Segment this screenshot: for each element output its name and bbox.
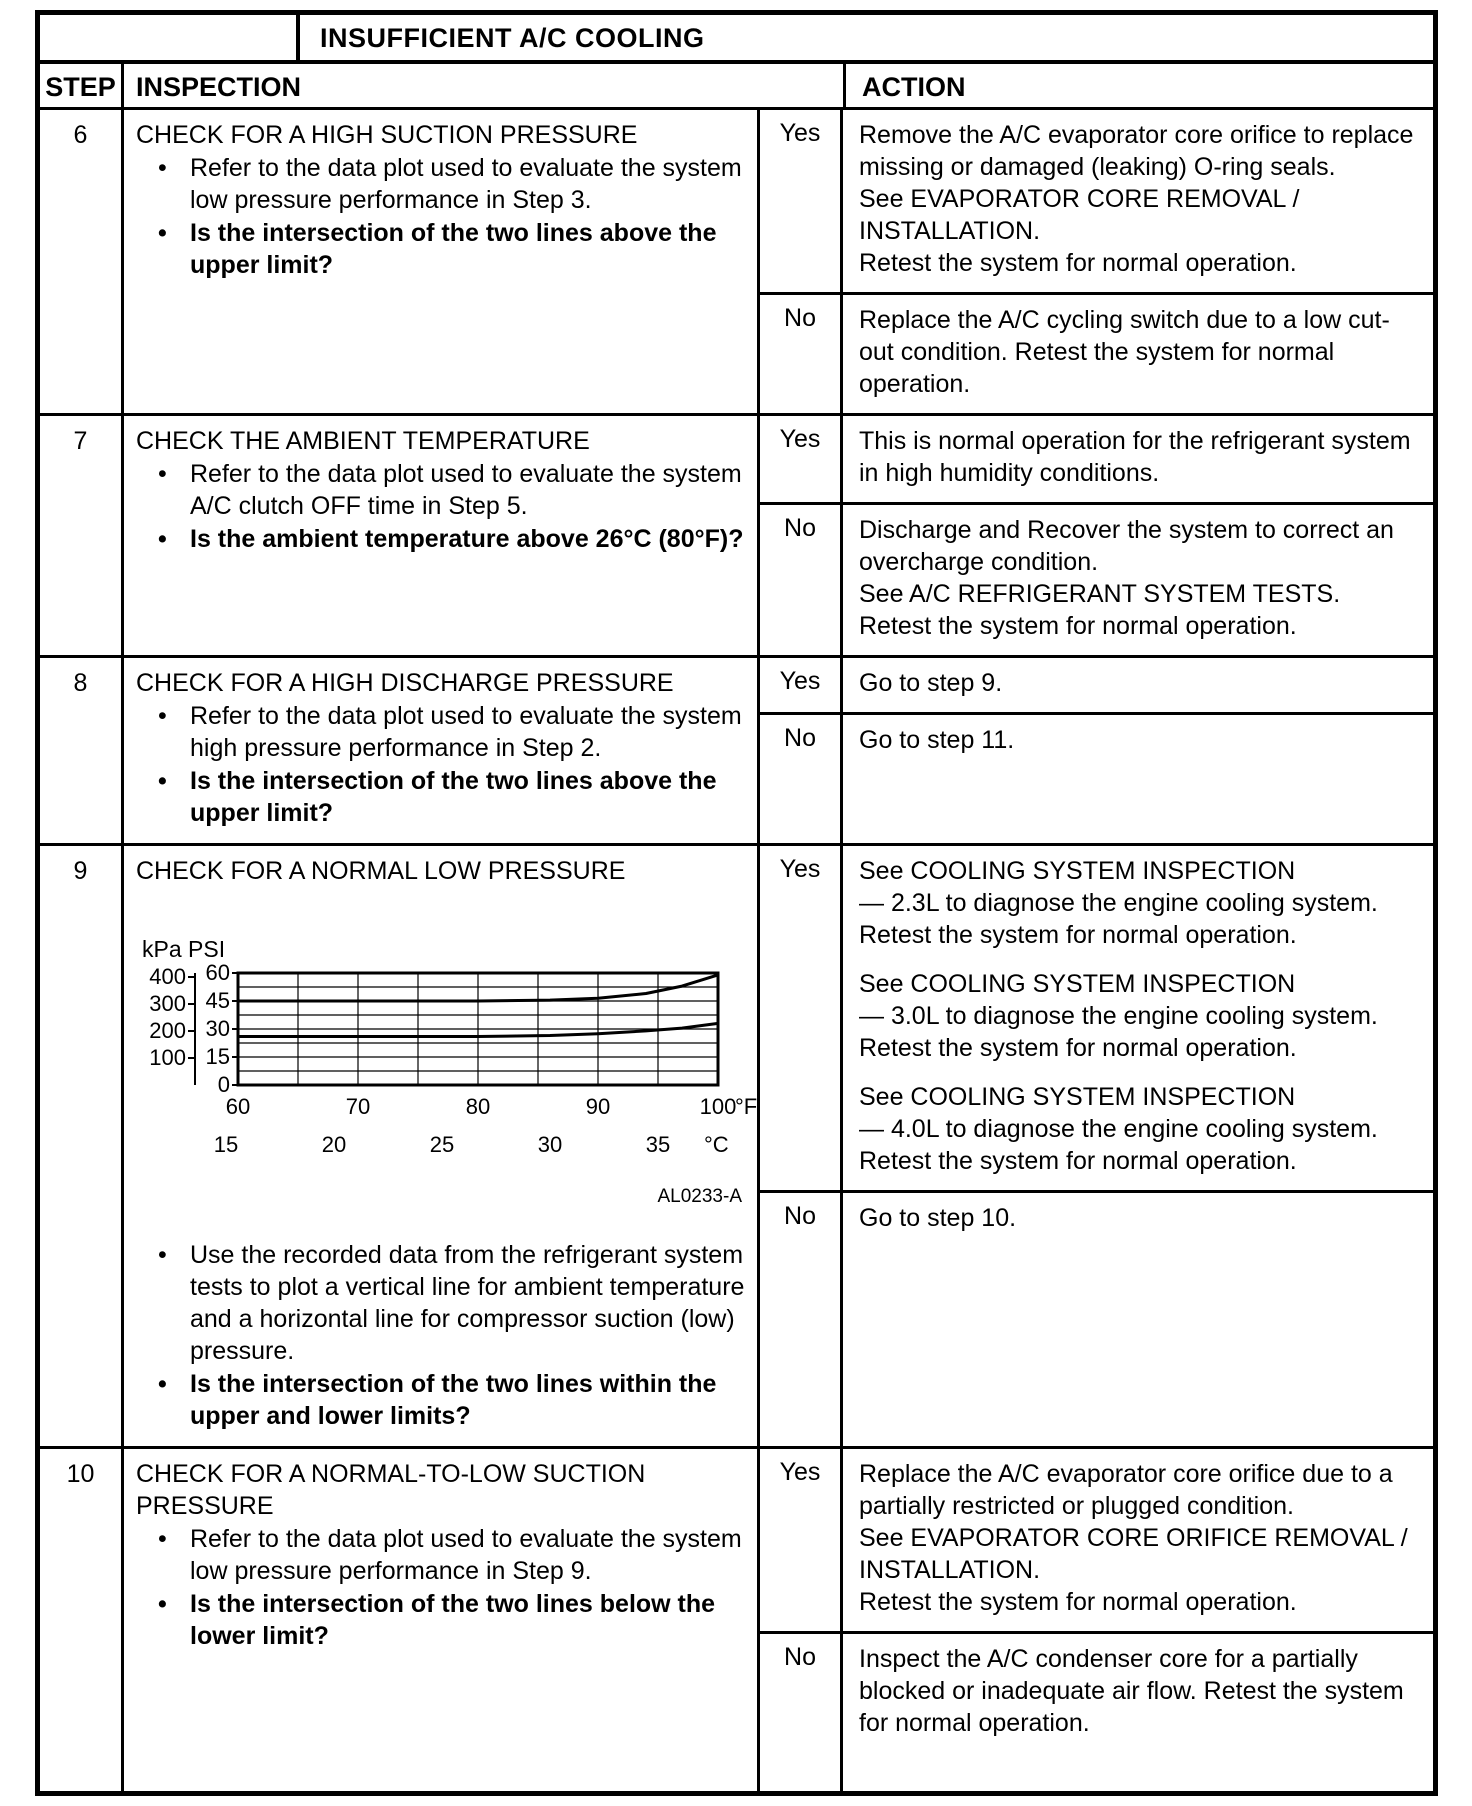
bullet-item-question xyxy=(136,1588,747,1652)
action-text: Inspect the A/C condenser core for a partially blocked or inadequate air flow. Retest the system for normal operation. xyxy=(859,1645,1404,1737)
inspection-cell xyxy=(124,846,760,1446)
table-header-row xyxy=(40,64,1433,110)
bullet-text: Is the intersection of the two lines below the lower limit? xyxy=(190,1590,716,1650)
outcome-row-no xyxy=(760,1193,1433,1446)
bullet-dot: • xyxy=(158,154,167,182)
step-number: 8 xyxy=(40,658,124,843)
bullet-text: Is the intersection of the two lines within the upper and lower limits? xyxy=(190,1370,717,1430)
insufficient-ac-cooling-table xyxy=(35,10,1438,1796)
plot-grid-svg xyxy=(238,973,718,1085)
outcome-row-yes xyxy=(760,658,1433,715)
yes-label: Yes xyxy=(760,1449,843,1631)
inspection-title: CHECK FOR A HIGH SUCTION PRESSURE xyxy=(136,121,638,149)
step-number: 6 xyxy=(40,110,124,413)
inspection-cell xyxy=(124,658,760,843)
step-number: 9 xyxy=(40,846,124,1446)
bullet-dot: • xyxy=(158,702,167,730)
yes-label: Yes xyxy=(760,110,843,292)
chart-plot-region xyxy=(140,960,758,1157)
bullet-text: Refer to the data plot used to evaluate the system high pressure performance in Step 2. xyxy=(190,702,742,762)
no-label: No xyxy=(760,715,843,843)
action-text: See COOLING SYSTEM INSPECTION — 2.3L to diagnose the engine cooling system. Retest the system for normal operation. See COOLING SYSTEM INSPECTION — 3.0L to diagnose the engine cooling system. Retest the system for normal operation. See COOLING SYSTEM INSPECTION — 4.0L to diagnose the engine cooling system. Retest the system for normal operation. xyxy=(859,857,1378,1175)
chart-y-axis-units-label: kPa PSI xyxy=(142,936,226,962)
bullet-item-question xyxy=(136,765,747,829)
step-row-8 xyxy=(40,658,1433,846)
bullet-text: Use the recorded data from the refrigerant system tests to plot a vertical line for ambient temperature and a horizontal line for compressor suction (low) pressure. xyxy=(190,1241,745,1365)
bullet-dot: • xyxy=(158,767,167,795)
figure-label: AL0233-A xyxy=(657,1186,742,1207)
bullet-dot: • xyxy=(158,1590,167,1618)
step-number: 10 xyxy=(40,1449,124,1791)
step-row-6 xyxy=(40,110,1433,416)
step-row-10 xyxy=(40,1449,1433,1791)
bullet-item-question xyxy=(136,1368,747,1432)
outcome-row-yes xyxy=(760,1449,1433,1634)
outcome-column xyxy=(760,110,1433,413)
x-axis-fahrenheit-labels: 60 70 80 90 100 °F xyxy=(225,1094,758,1119)
bullet-dot: • xyxy=(158,525,167,553)
steps-body xyxy=(40,110,1433,1791)
pressure-temperature-chart xyxy=(140,933,758,1213)
table-title-row xyxy=(40,15,1433,64)
header-inspection: INSPECTION xyxy=(124,64,846,107)
no-label: No xyxy=(760,1634,843,1791)
action-text: Go to step 10. xyxy=(859,1204,1017,1232)
outcome-row-yes xyxy=(760,416,1433,505)
bullet-text: Refer to the data plot used to evaluate the system A/C clutch OFF time in Step 5. xyxy=(190,460,742,520)
bullet-dot: • xyxy=(158,219,167,247)
inspection-title: CHECK FOR A NORMAL LOW PRESSURE xyxy=(136,857,626,885)
inspection-cell xyxy=(124,110,760,413)
outcome-row-no xyxy=(760,505,1433,655)
inspection-title: CHECK FOR A NORMAL-TO-LOW SUCTION PRESSURE xyxy=(136,1460,646,1520)
no-label: No xyxy=(760,1193,843,1446)
psi-axis-labels: 60 45 30 15 0 xyxy=(205,960,230,1097)
table-title: INSUFFICIENT A/C COOLING xyxy=(320,23,705,53)
outcome-row-yes xyxy=(760,110,1433,295)
outcome-row-no xyxy=(760,715,1433,843)
step-number: 7 xyxy=(40,416,124,655)
bullet-dot: • xyxy=(158,1241,167,1269)
kpa-axis-bracket xyxy=(188,973,198,1085)
outcome-row-no xyxy=(760,1634,1433,1791)
bullet-item xyxy=(136,1523,747,1587)
header-step: STEP xyxy=(40,64,124,107)
title-row-spacer xyxy=(40,15,300,60)
yes-label: Yes xyxy=(760,846,843,1190)
outcome-column xyxy=(760,1449,1433,1791)
bullet-text: Is the intersection of the two lines above the upper limit? xyxy=(190,219,717,279)
kpa-axis-labels: 400 300 200 100 xyxy=(149,963,186,1070)
inspection-title: CHECK THE AMBIENT TEMPERATURE xyxy=(136,427,590,455)
outcome-row-no xyxy=(760,295,1433,413)
yes-label: Yes xyxy=(760,658,843,712)
bullet-text: Is the intersection of the two lines above the upper limit? xyxy=(190,767,717,827)
outcome-column xyxy=(760,416,1433,655)
inspection-title: CHECK FOR A HIGH DISCHARGE PRESSURE xyxy=(136,669,674,697)
step-row-7 xyxy=(40,416,1433,658)
yes-label: Yes xyxy=(760,416,843,502)
action-text: Go to step 11. xyxy=(859,726,1015,754)
bullet-item xyxy=(136,152,747,216)
outcome-column xyxy=(760,658,1433,843)
bullet-text: Is the ambient temperature above 26°C (80°F)? xyxy=(190,525,744,553)
action-text: Replace the A/C evaporator core orifice due to a partially restricted or plugged condition. See EVAPORATOR CORE ORIFICE REMOVAL / INSTALLATION. Retest the system for normal operation. xyxy=(859,1460,1408,1616)
inspection-cell xyxy=(124,416,760,655)
step-row-9 xyxy=(40,846,1433,1449)
x-axis-celsius-labels: 15 20 25 30 35 °C xyxy=(213,1132,729,1157)
bullet-dot: • xyxy=(158,1525,167,1553)
outcome-row-yes xyxy=(760,846,1433,1193)
no-label: No xyxy=(760,505,843,655)
outcome-column xyxy=(760,846,1433,1446)
bullet-item-question xyxy=(136,523,747,555)
bullet-text: Refer to the data plot used to evaluate the system low pressure performance in Step 9. xyxy=(190,1525,742,1585)
action-text: Remove the A/C evaporator core orifice to replace missing or damaged (leaking) O-ring seals. See EVAPORATOR CORE REMOVAL / INSTALLATION. Retest the system for normal operation. xyxy=(859,121,1414,277)
inspection-cell xyxy=(124,1449,760,1791)
bullet-item-question xyxy=(136,217,747,281)
bullet-text: Refer to the data plot used to evaluate the system low pressure performance in Step 3. xyxy=(190,154,742,214)
action-text: This is normal operation for the refrigerant system in high humidity conditions. xyxy=(859,427,1411,487)
bullet-dot: • xyxy=(158,1370,167,1398)
bullet-item xyxy=(136,700,747,764)
action-text: Go to step 9. xyxy=(859,669,1003,697)
action-text: Discharge and Recover the system to correct an overcharge condition. See A/C REFRIGERANT SYSTEM TESTS. Retest the system for normal operation. xyxy=(859,516,1394,640)
no-label: No xyxy=(760,295,843,413)
header-action: ACTION xyxy=(862,72,966,102)
bullet-dot: • xyxy=(158,460,167,488)
bullet-item xyxy=(136,1239,747,1367)
action-text: Replace the A/C cycling switch due to a low cut-out condition. Retest the system for normal operation. xyxy=(859,306,1390,398)
bullet-item xyxy=(136,458,747,522)
